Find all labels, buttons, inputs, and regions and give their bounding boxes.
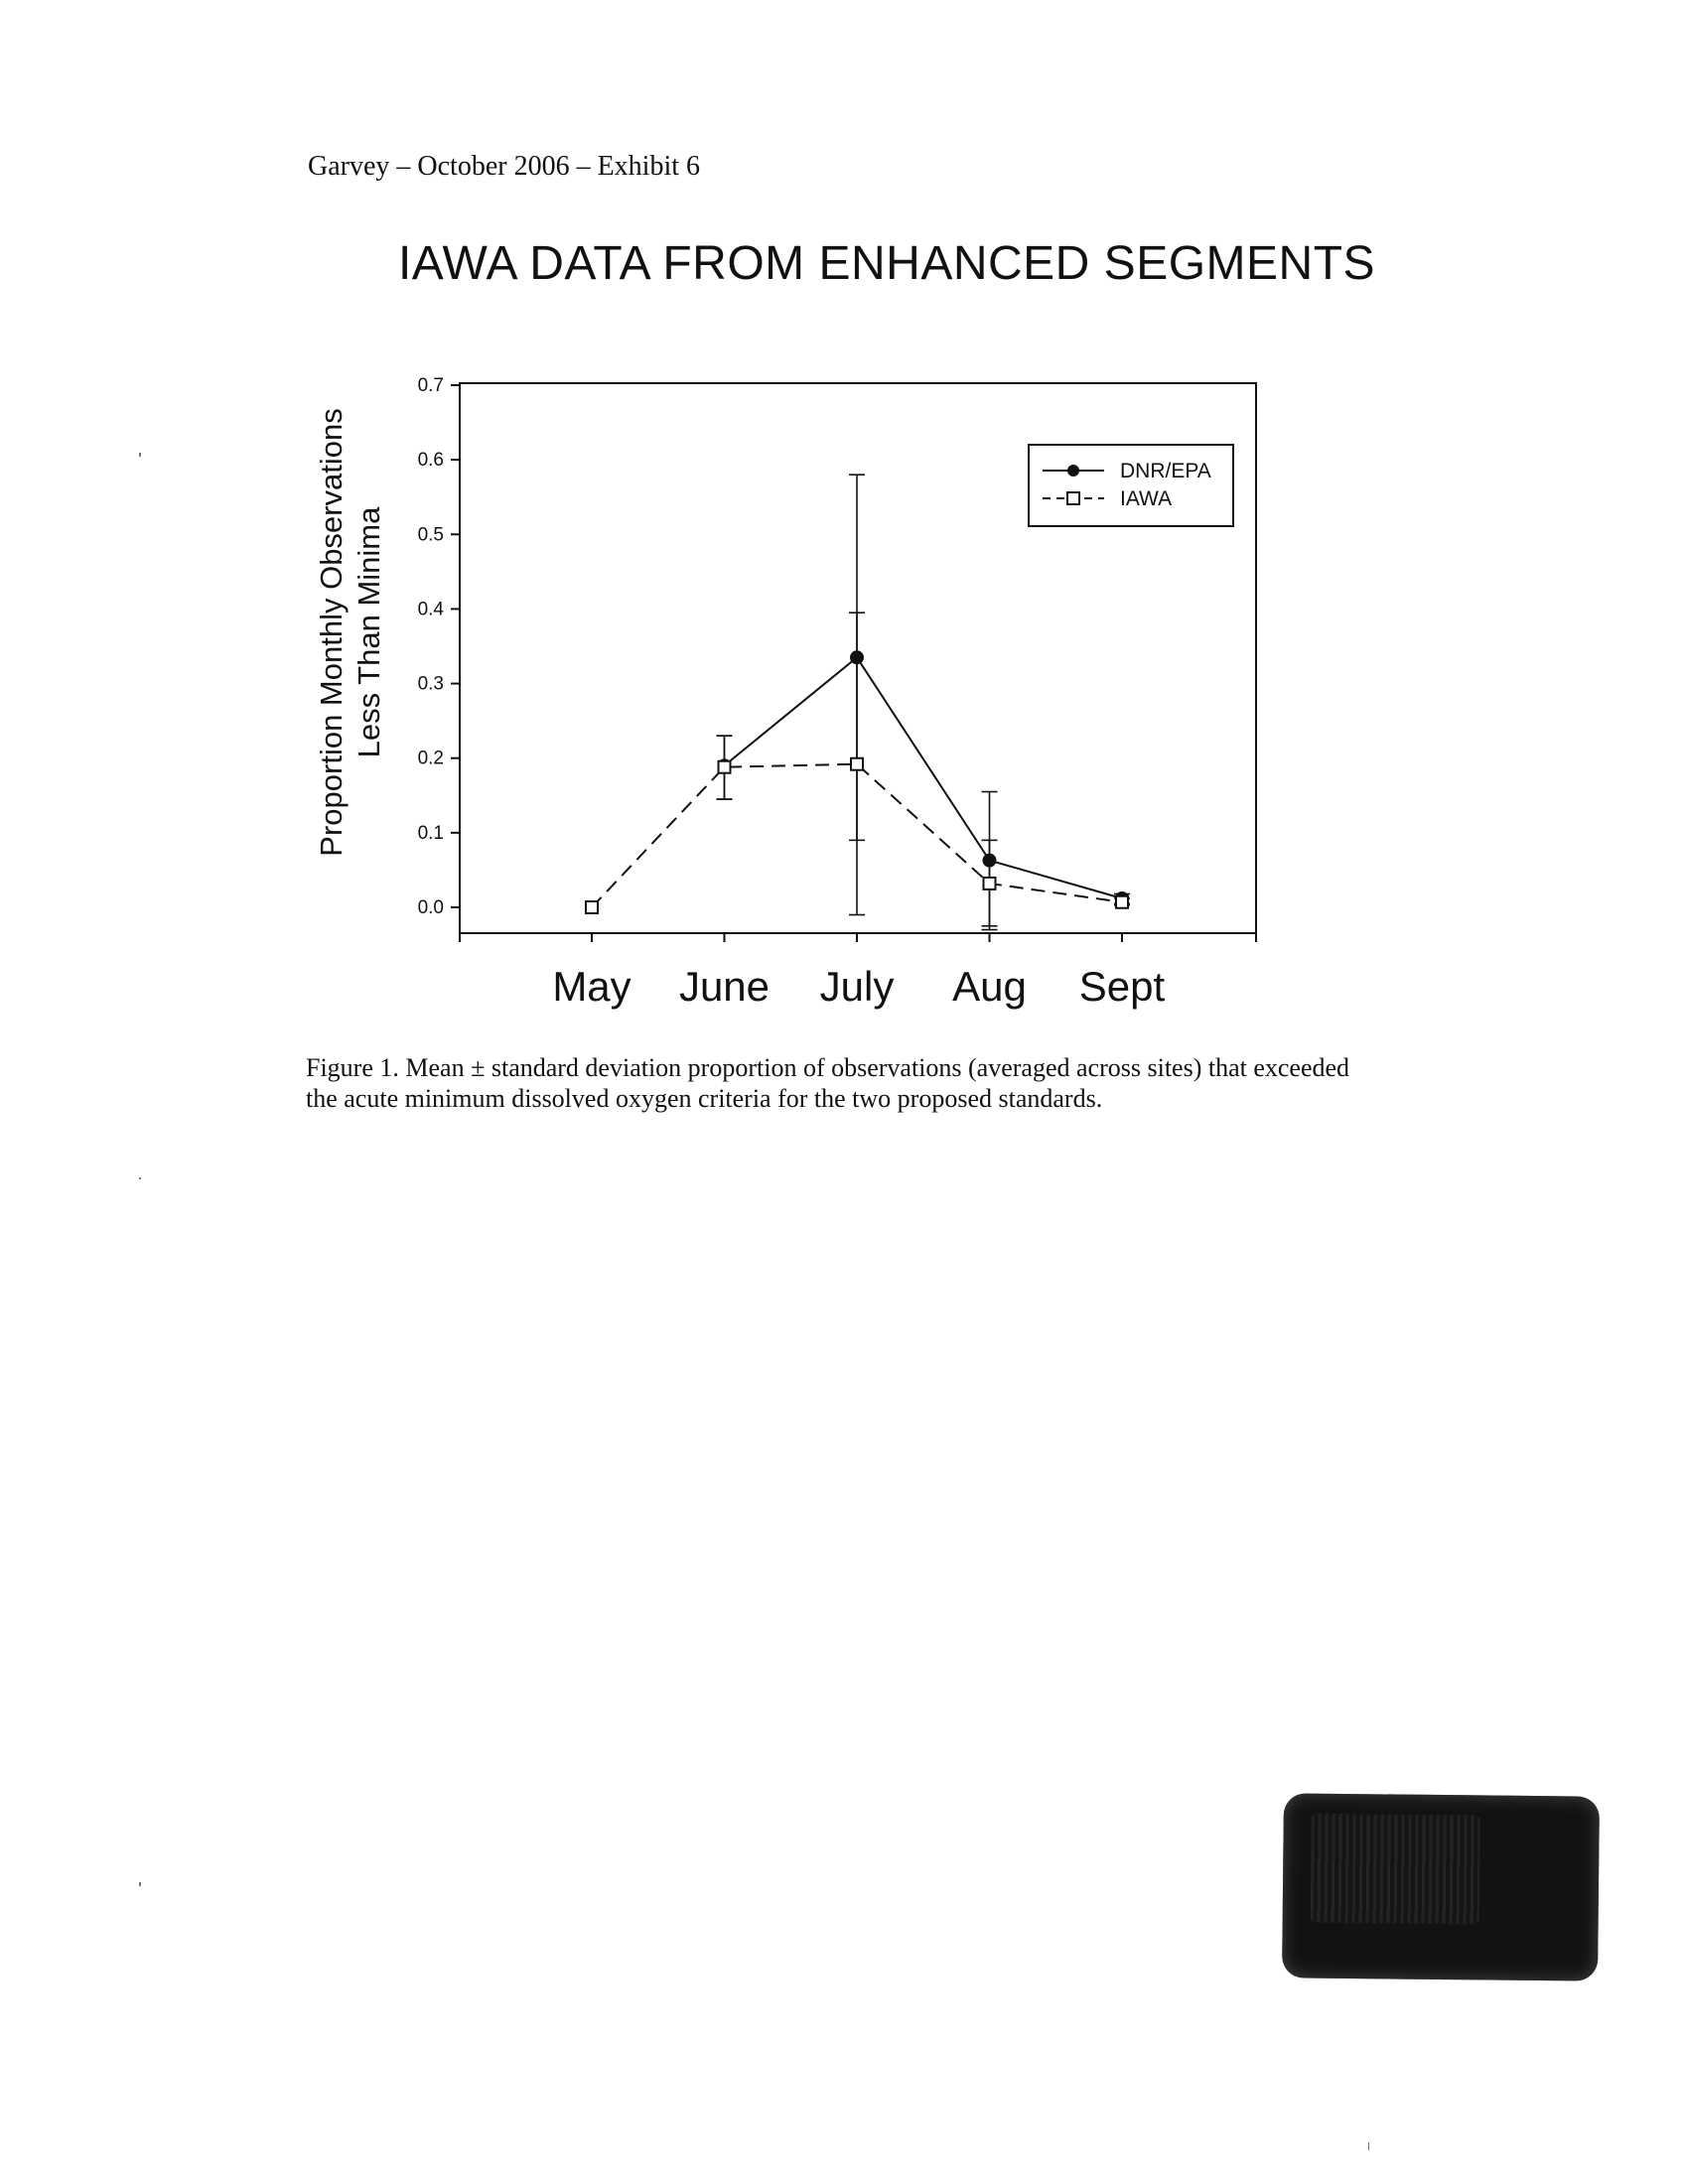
legend-marker xyxy=(1067,492,1079,504)
x-tick-label: Aug xyxy=(952,963,1027,1010)
x-tick-label: May xyxy=(552,963,632,1010)
line-chart xyxy=(0,0,1684,1032)
margin-mark xyxy=(139,1177,141,1179)
y-tick-label: 0.4 xyxy=(417,599,444,620)
margin-mark xyxy=(1368,2142,1369,2150)
redaction-stamp xyxy=(1282,1793,1600,1980)
y-tick-label: 0.7 xyxy=(417,375,444,396)
y-tick-label: 0.1 xyxy=(417,822,444,844)
y-tick-label: 0.5 xyxy=(417,524,444,546)
legend-label: DNR/EPA xyxy=(1120,460,1211,482)
chart-title: IAWA DATA FROM ENHANCED SEGMENTS xyxy=(397,237,1376,290)
y-tick-label: 0.6 xyxy=(417,450,444,472)
data-point xyxy=(851,758,863,770)
margin-mark xyxy=(139,453,141,457)
x-tick-label: July xyxy=(819,963,895,1010)
legend-label: IAWA xyxy=(1120,487,1173,510)
data-point xyxy=(719,761,731,773)
y-axis-label: Less Than Minima xyxy=(351,506,386,758)
legend-box xyxy=(1029,445,1233,526)
series-line-dnr-epa xyxy=(725,657,1123,898)
data-point xyxy=(984,878,996,889)
y-tick-label: 0.3 xyxy=(417,673,444,695)
data-point xyxy=(586,901,598,913)
document-header: Garvey – October 2006 – Exhibit 6 xyxy=(308,151,701,182)
y-tick-label: 0.0 xyxy=(417,897,444,918)
figure-caption: Figure 1. Mean ± standard deviation proportion of observations (averaged across sites) that exceeded the acute minimum dissolved oxygen criteria for the two proposed standards. xyxy=(306,1053,1350,1113)
margin-mark xyxy=(139,1882,141,1886)
y-tick-label: 0.2 xyxy=(417,748,444,769)
y-axis-label: Proportion Monthly Observations xyxy=(314,408,349,857)
legend-marker xyxy=(1067,465,1079,477)
x-tick-label: June xyxy=(678,963,771,1010)
x-tick-label: Sept xyxy=(1078,963,1166,1010)
data-point xyxy=(1116,896,1128,908)
